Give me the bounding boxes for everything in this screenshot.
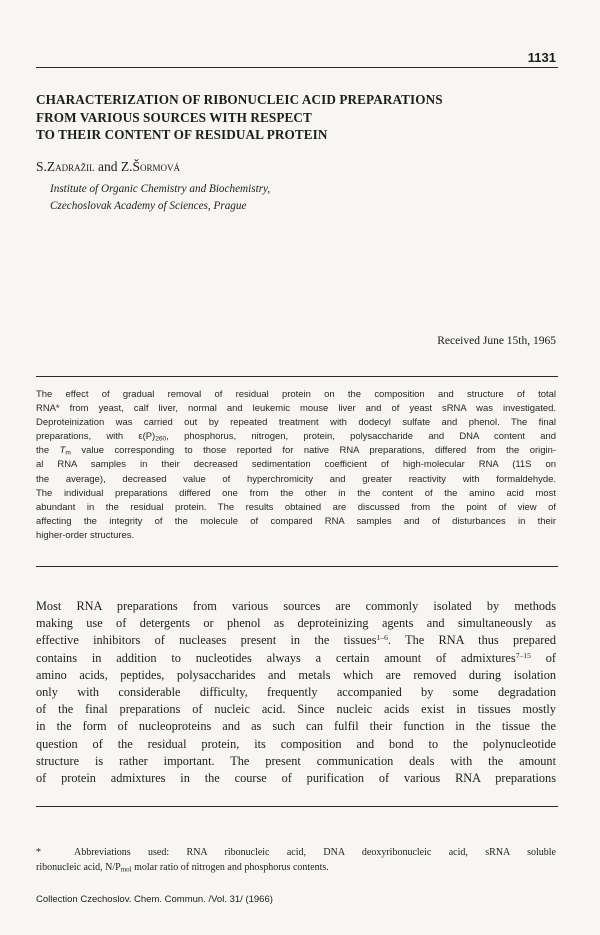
body-line: question of the residual protein, its composition and bond to the polynucleotide: [36, 736, 556, 751]
abstract-line: [36, 444, 556, 458]
footnote-mark: *: [36, 847, 41, 858]
title-line: CHARACTERIZATION OF RIBONUCLEIC ACID PREPARATIONS: [36, 92, 443, 107]
abstract-line: the average), decreased value of hyperchromicity and greater reactivity with formaldehyde.: [36, 473, 556, 485]
abstract-text: value corresponding to those reported for native RNA preparations, differed from the origin-: [70, 445, 556, 457]
received-date: Received June 15th, 1965: [437, 335, 556, 347]
author-1-surname: Zadražil: [46, 159, 95, 174]
article-title: [36, 91, 556, 144]
page-number: 1131: [527, 50, 556, 65]
affiliation-line: Institute of Organic Chemistry and Biochemistry,: [50, 183, 271, 195]
reference-superscript: 7–15: [515, 650, 531, 660]
abstract-line: al RNA samples in their decreased sedimentation coefficient of high-molecular RNA (11S on: [36, 459, 556, 471]
body-line: in the form of nucleoproteins and as such can fulfil their function in the tissue the: [36, 719, 556, 734]
title-line: FROM VARIOUS SOURCES WITH RESPECT: [36, 109, 312, 125]
body-line: of the final preparations of nucleic acid. Since nucleic acids exist in tissues mostly: [36, 702, 556, 717]
abstract-text: the: [36, 445, 60, 457]
affiliation-line: Czechoslovak Academy of Sciences, Prague: [50, 200, 247, 212]
abstract-line: [36, 430, 556, 444]
author-2-initial: Z.: [120, 159, 133, 174]
abstract: [36, 388, 556, 543]
abstract-subscript: 260: [155, 435, 167, 443]
title-line: TO THEIR CONTENT OF RESIDUAL PROTEIN: [36, 127, 328, 142]
body-line: [36, 650, 556, 667]
body-text-span: of: [530, 650, 556, 665]
footnote-text: Abbreviations used: RNA ribonucleic acid, DNA deoxyribonucleic acid, sRNA soluble: [74, 847, 556, 858]
body-line: Most RNA preparations from various sources are commonly isolated by methods: [36, 599, 556, 613]
abstract-bottom-rule: [36, 566, 558, 567]
affiliation: [50, 181, 270, 215]
footnote-rule: [36, 806, 558, 807]
body-line: structure is rather important. The present communication deals with the amount: [36, 753, 556, 768]
author-line: [36, 159, 180, 175]
footnote: [36, 845, 556, 875]
abstract-top-rule: [36, 376, 558, 377]
abstract-line: The effect of gradual removal of residual protein on the composition and structure of total: [36, 389, 556, 400]
footnote-text: molar ratio of nitrogen and phosphorus contents.: [131, 862, 329, 873]
journal-citation: Collection Czechoslov. Chem. Commun. /Vol. 31/ (1966): [36, 894, 273, 905]
body-line: only with considerable difficulty, frequently accompanied by some degradation: [36, 685, 556, 700]
body-text-span: contains in addition to nucleotides always a certain amount of admixtures: [36, 650, 516, 665]
abstract-line: abundant in the residual protein. The results obtained are discussed from the point of view of: [36, 501, 556, 513]
body-line: amino acids, peptides, polysaccharides and metals which are removed during isolation: [36, 667, 556, 682]
abstract-symbol: T: [59, 445, 66, 457]
footnote-subscript: mol: [120, 865, 132, 874]
body-text-span: . The RNA thus prepared: [387, 633, 556, 648]
body-text-span: effective inhibitors of nucleases present in the tissues: [36, 633, 377, 648]
body-line: of protein admixtures in the course of purification of various RNA preparations: [36, 771, 556, 786]
footnote-text: ribonucleic acid, N/P: [36, 862, 121, 873]
author-conjunction: and: [98, 159, 118, 174]
author-2-surname: Šormová: [132, 159, 181, 174]
body-line: making use of detergents or phenol as deproteinizing agents and simultaneously as: [36, 616, 556, 631]
reference-superscript: 1–6: [376, 633, 388, 643]
author-1-initial: S.: [36, 159, 47, 174]
footnote-line: [36, 860, 556, 875]
body-line: [36, 632, 556, 649]
abstract-line: The individual preparations differed one from the other in the content of the amino acid most: [36, 487, 556, 499]
abstract-line: affecting the integrity of the molecule of compared RNA samples and of disturbances in their: [36, 515, 556, 527]
abstract-line: Deproteinization was carried out by repeated treatment with dodecyl sulfate and phenol. The final: [36, 417, 556, 429]
abstract-line: RNA* from yeast, calf liver, normal and leukemic mouse liver and of yeast sRNA was investigated.: [36, 403, 556, 415]
footnote-line: [36, 845, 556, 860]
abstract-text: preparations, with ε(P): [36, 431, 156, 443]
abstract-text: , phosphorus, nitrogen, protein, polysaccharide and DNA content and: [166, 431, 556, 443]
abstract-line: higher-order structures.: [36, 529, 135, 541]
body-text: [36, 598, 556, 787]
abstract-subscript: m: [65, 449, 71, 457]
header-rule: [36, 67, 558, 68]
